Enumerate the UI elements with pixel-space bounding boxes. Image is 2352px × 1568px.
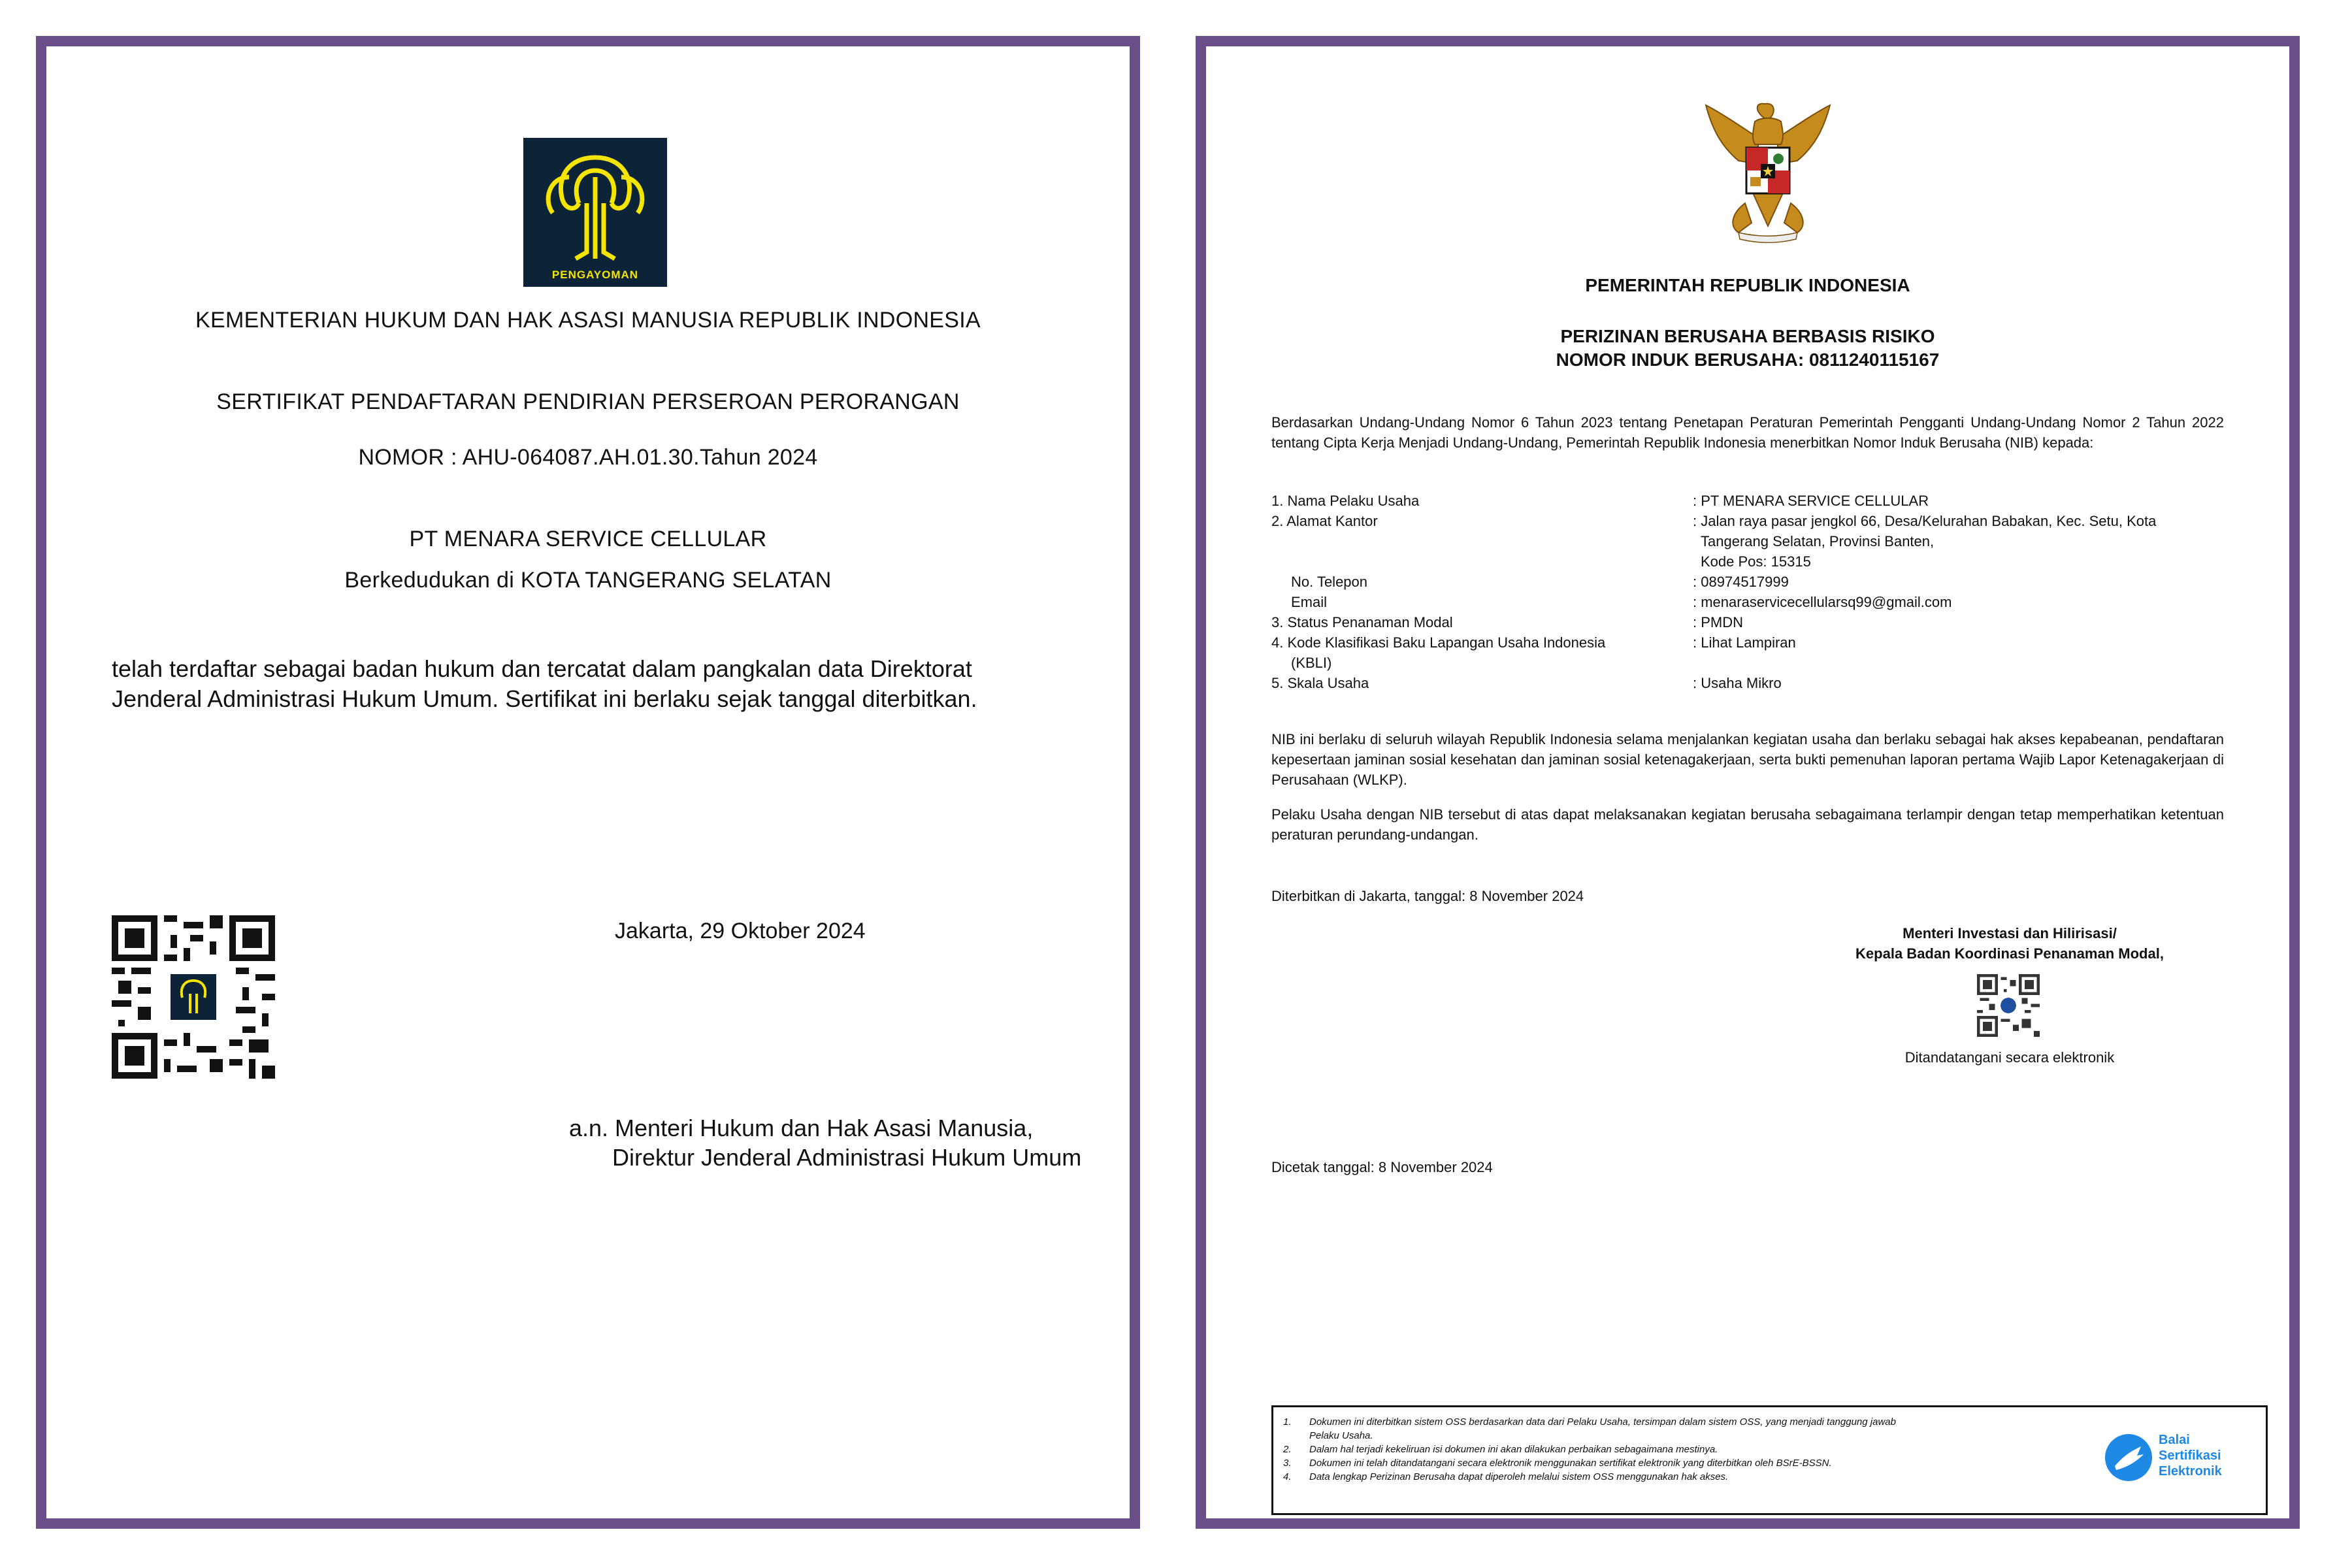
kbli-label-line-1: 4. Kode Klasifikasi Baku Lapangan Usaha Indonesia (1271, 634, 1606, 651)
signer-title-line-2: Kepala Badan Koordinasi Penanaman Modal, (1855, 945, 2164, 962)
signatory-line-1: a.n. Menteri Hukum dan Hak Asasi Manusia, (569, 1115, 1034, 1141)
validity-paragraph: NIB ini berlaku di seluruh wilayah Republik Indonesia selama menjalankan kegiatan usaha dan berlaku sebagai hak akses kepabeanan, pendaftaran kepesertaan jaminan sosial kesehatan dan jaminan sosial ketenagakerjaan, serta bukti pemenuhan laporan pertama Wajib Lapor Ketenagakerjaan di Perusahaan (WLKP). (1271, 731, 2224, 788)
nib-number: NOMOR INDUK BERUSAHA: 0811240115167 (1556, 350, 1940, 370)
permit-title: PERIZINAN BERUSAHA BERBASIS RISIKO (1560, 326, 1935, 346)
signature-qr-code (1977, 974, 2040, 1037)
logo-caption: PENGAYOMAN (551, 269, 639, 281)
investment-status-label: 3. Status Penanaman Modal (1271, 614, 1453, 630)
company-registration-certificate (36, 36, 1140, 1529)
signatory-line-2: Direktur Jenderal Administrasi Hukum Umum (612, 1144, 1082, 1171)
disclaimer-footer (1271, 1405, 2268, 1515)
office-address-line-1: : Jalan raya pasar jengkol 66, Desa/Kelurahan Babakan, Kec. Setu, Kota (1693, 513, 2157, 529)
kbli-label-line-2: (KBLI) (1291, 655, 1332, 671)
qr-code (112, 915, 275, 1079)
bsre-emblem-icon (2103, 1432, 2154, 1483)
bsre-logo (2103, 1426, 2253, 1491)
certificate-number: NOMOR : AHU-064087.AH.01.30.Tahun 2024 (358, 445, 818, 470)
garuda-emblem (1693, 99, 1843, 249)
footnote-list (1283, 1415, 2100, 1484)
ministry-title: KEMENTERIAN HUKUM DAN HAK ASASI MANUSIA REPUBLIK INDONESIA (195, 308, 981, 333)
footnote-item: 1. Dokumen ini diterbitkan sistem OSS berdasarkan data dari Pelaku Usaha, tersimpan dalam sistem OSS, yang menjadi tanggung jawab (1283, 1416, 1896, 1428)
bsre-line-1: Balai (2159, 1433, 2190, 1447)
kbli-value: : Lihat Lampiran (1693, 634, 1796, 651)
company-domicile: Berkedudukan di KOTA TANGERANG SELATAN (344, 568, 832, 593)
business-scale-label: 5. Skala Usaha (1271, 675, 1369, 691)
footnote-item-continued: Pelaku Usaha. (1309, 1430, 1373, 1441)
government-title: PEMERINTAH REPUBLIK INDONESIA (1585, 275, 1910, 295)
business-name-label: 1. Nama Pelaku Usaha (1271, 493, 1420, 509)
intro-paragraph: Berdasarkan Undang-Undang Nomor 6 Tahun 2023 tentang Penetapan Peraturan Pemerintah Pengganti Undang-Undang Nomor 2 Tahun 2022 tentang Cipta Kerja Menjadi Undang-Undang, Pemerintah Republik Indonesia menerbitkan Nomor Induk Berusaha (NIB) kepada: (1271, 414, 2224, 451)
signer-title-line-1: Menteri Investasi dan Hilirisasi/ (1903, 925, 2117, 941)
issued-place-date: Diterbitkan di Jakarta, tanggal: 8 November 2024 (1271, 888, 1584, 904)
footnote-item: 2. Dalam hal terjadi kekeliruan isi dokumen ini akan dilakukan perbaikan sebagaimana mestinya. (1283, 1444, 1718, 1455)
office-address-line-2: Tangerang Selatan, Provinsi Banten, (1701, 533, 1935, 549)
signed-electronically-note: Ditandatangani secara elektronik (1904, 1049, 2115, 1066)
phone-value: : 08974517999 (1693, 574, 1789, 590)
business-name-value: : PT MENARA SERVICE CELLULAR (1693, 493, 1929, 509)
phone-label: No. Telepon (1291, 574, 1368, 590)
pengayoman-tree-icon (523, 138, 667, 269)
footnote-item: 4. Data lengkap Perizinan Berusaha dapat diperoleh melalui sistem OSS menggunakan hak akses. (1283, 1471, 1729, 1482)
bsre-line-3: Elektronik (2159, 1464, 2222, 1478)
business-scale-value: : Usaha Mikro (1693, 675, 1782, 691)
business-identification-number-certificate (1196, 36, 2300, 1529)
footnote-item: 3. Dokumen ini telah ditandatangani secara elektronik menggunakan sertifikat elektronik yang diterbitkan oleh BSrE-BSSN. (1283, 1458, 1832, 1469)
office-address-line-3: Kode Pos: 15315 (1701, 553, 1811, 570)
office-address-label: 2. Alamat Kantor (1271, 513, 1378, 529)
certificate-body-text: telah terdaftar sebagai badan hukum dan tercatat dalam pangkalan data Direktorat Jenderal Administrasi Hukum Umum. Sertifikat ini berlaku sejak tanggal diterbitkan. (112, 655, 977, 712)
company-name: PT MENARA SERVICE CELLULAR (409, 527, 767, 551)
investment-status-value: : PMDN (1693, 614, 1743, 630)
issue-date: Jakarta, 29 Oktober 2024 (615, 919, 866, 943)
email-label: Email (1291, 594, 1328, 610)
pengayoman-logo (523, 138, 667, 287)
certificate-title: SERTIFIKAT PENDAFTARAN PENDIRIAN PERSEROAN PERORANGAN (216, 389, 960, 414)
permission-paragraph: Pelaku Usaha dengan NIB tersebut di atas dapat melaksanakan kegiatan berusaha sebagaimana terlampir dengan tetap memperhatikan ketentuan peraturan perundang-undangan. (1271, 806, 2224, 843)
printed-date: Dicetak tanggal: 8 November 2024 (1271, 1159, 1493, 1175)
email-value: : menaraservicecellularsq99@gmail.com (1693, 594, 1952, 610)
bsre-line-2: Sertifikasi (2159, 1448, 2221, 1463)
